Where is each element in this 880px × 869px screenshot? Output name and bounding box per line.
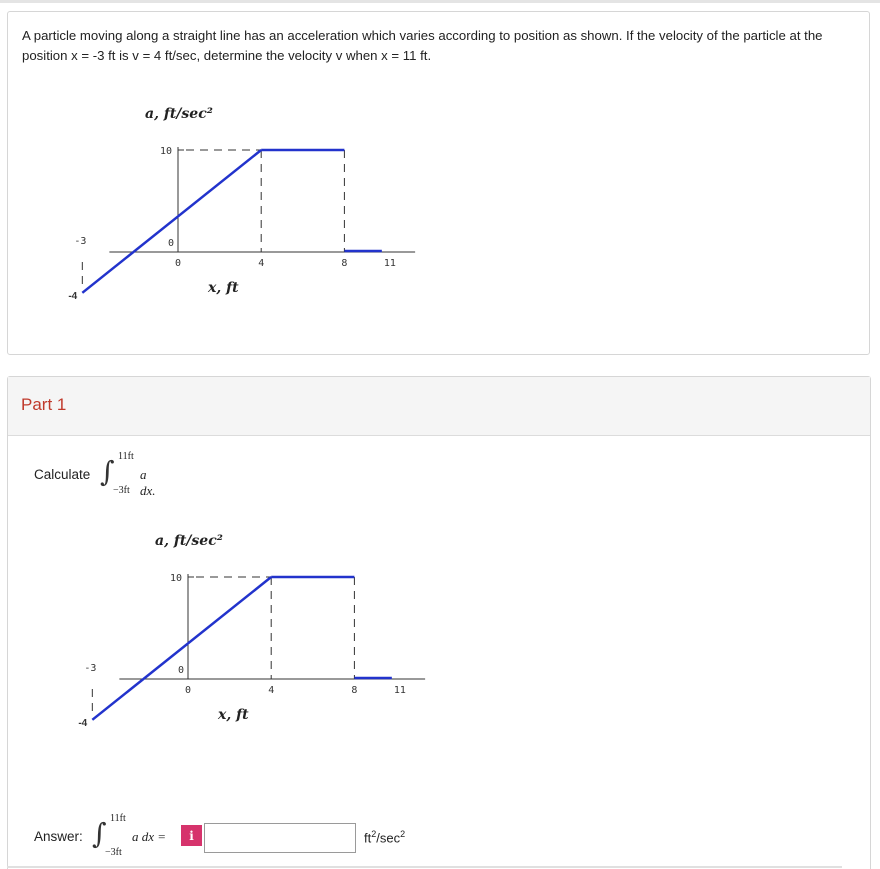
units-tail: /sec [376, 830, 401, 846]
integral-upper-limit: 11ft [110, 813, 126, 824]
info-icon[interactable]: i [181, 825, 202, 846]
part-1-card [7, 376, 871, 869]
integral-sign: ∫ [92, 817, 107, 850]
problem-statement: A particle moving along a straight line has an acceleration which varies according to position as shown. If the velocity of the particle at the position x = -3 ft is v = 4 ft/sec, determine the velocity v when x = 11 ft. [22, 28, 823, 63]
x-tick-label-11: 11 [393, 685, 406, 696]
acceleration-figure [46, 90, 396, 330]
problem-card [7, 11, 870, 355]
x-tick-label-8: 8 [341, 258, 348, 269]
acceleration-figure-part [56, 517, 406, 757]
calculate-label: Calculate [34, 467, 91, 482]
integral-lower-limit: −3ft [113, 485, 130, 496]
answer-label: Answer: [34, 829, 83, 844]
units-base: ft [364, 830, 372, 846]
x-tick-label-0: 0 [185, 685, 192, 696]
top-border [0, 0, 880, 3]
integral-lower-limit: −3ft [105, 847, 122, 858]
units-exponent-2: 2 [400, 829, 406, 839]
accel-ramp [92, 577, 271, 720]
y-tick-label-0: 0 [168, 238, 175, 249]
x-tick-label-11: 11 [383, 258, 396, 269]
x-tick-label-neg3: -3 [84, 663, 97, 674]
y-tick-label-neg4: -4 [78, 717, 88, 729]
answer-input[interactable] [204, 823, 356, 853]
x-axis-label: x, ft [208, 280, 239, 296]
x-tick-label-4: 4 [268, 685, 275, 696]
y-axis-label: a, ft/sec² [155, 533, 223, 549]
integral-sign: ∫ [100, 455, 115, 488]
y-tick-label-neg4: -4 [68, 290, 78, 302]
y-axis-label: a, ft/sec² [145, 106, 213, 122]
y-tick-label-0: 0 [178, 665, 185, 676]
x-tick-label-0: 0 [175, 258, 182, 269]
y-tick-label-10: 10 [170, 573, 183, 584]
units-exponent: 2 [371, 829, 377, 839]
y-tick-label-10: 10 [160, 146, 173, 157]
x-tick-label-8: 8 [351, 685, 358, 696]
part-header [8, 377, 870, 436]
integrand: a dx = [132, 829, 167, 844]
accel-ramp [82, 150, 261, 293]
bottom-divider [7, 866, 842, 868]
x-tick-label-4: 4 [258, 258, 265, 269]
x-tick-label-neg3: -3 [74, 236, 87, 247]
integral-upper-limit: 11ft [118, 451, 134, 462]
x-axis-label: x, ft [218, 707, 249, 723]
part-title: Part 1 [21, 395, 67, 414]
integrand: a dx. [140, 467, 156, 498]
answer-units [364, 829, 405, 845]
